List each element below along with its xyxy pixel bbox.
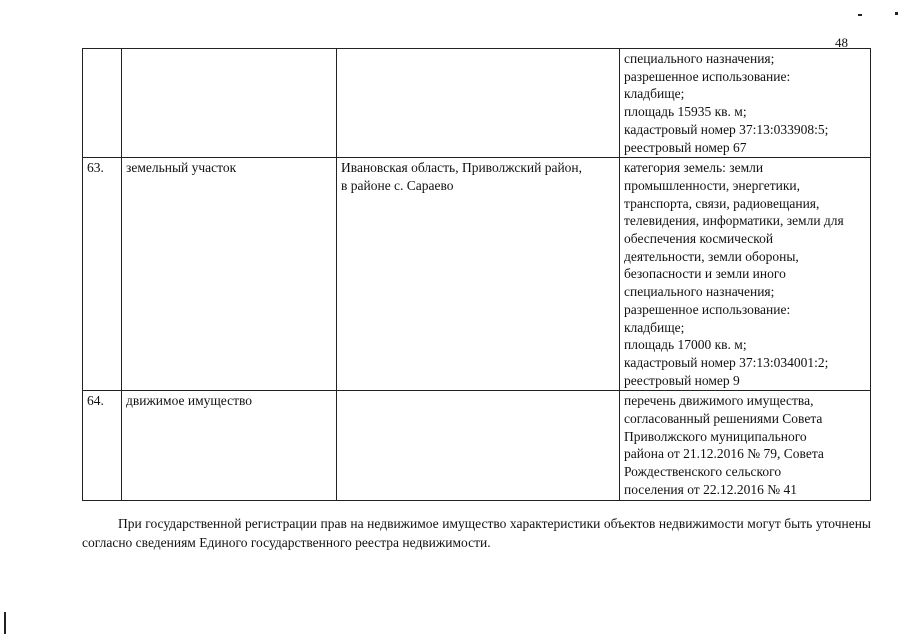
address-cell	[337, 391, 620, 500]
characteristics-line: площадь 17000 кв. м;	[624, 337, 747, 353]
characteristics-line: кадастровый номер 37:13:034001:2;	[624, 354, 829, 370]
characteristics-line: разрешенное использование:	[624, 68, 791, 84]
characteristics-line: деятельности, земли обороны,	[624, 248, 799, 264]
characteristics-line: реестровый номер 67	[624, 139, 747, 155]
row-number-cell: 64.	[83, 391, 122, 500]
address-line: Ивановская область, Приволжский район,	[341, 160, 583, 176]
characteristics-line: согласованный решениями Совета	[624, 411, 823, 427]
address-cell	[337, 49, 620, 158]
characteristics-cell	[620, 158, 871, 391]
scan-speck	[858, 14, 862, 16]
characteristics-line: Рождественского сельского	[624, 464, 782, 480]
property-table	[82, 48, 871, 501]
footnote-paragraph: При государственной регистрации прав на недвижимое имущество характеристики объектов недвижимости могут быть уточнены согласно сведениям Единого государственного реестра недвижимости.	[82, 515, 871, 550]
scan-speck	[895, 12, 898, 15]
characteristics-line: района от 21.12.2016 № 79, Совета	[624, 446, 824, 462]
characteristics-line: специального назначения;	[624, 284, 775, 300]
object-name-cell: движимое имущество	[122, 391, 337, 500]
characteristics-line: кладбище;	[624, 86, 685, 102]
table-row	[83, 391, 871, 500]
characteristics-line: перечень движимого имущества,	[624, 393, 814, 409]
table-row	[83, 49, 871, 158]
address-line: в районе с. Сараево	[341, 177, 454, 193]
page-number: 48	[835, 35, 848, 50]
object-name-cell: земельный участок	[122, 158, 337, 391]
characteristics-cell	[620, 49, 871, 158]
characteristics-line: площадь 15935 кв. м;	[624, 104, 747, 120]
characteristics-line: обеспечения космической	[624, 231, 774, 247]
characteristics-cell	[620, 391, 871, 500]
characteristics-line: поселения от 22.12.2016 № 41	[624, 481, 797, 497]
characteristics-line: безопасности и земли иного	[624, 266, 786, 282]
characteristics-line: транспорта, связи, радиовещания,	[624, 195, 820, 211]
characteristics-line: кадастровый номер 37:13:033908:5;	[624, 121, 829, 137]
characteristics-line: кладбище;	[624, 319, 685, 335]
characteristics-line: реестровый номер 9	[624, 372, 740, 388]
characteristics-line: разрешенное использование:	[624, 301, 791, 317]
characteristics-line: телевидения, информатики, земли для	[624, 213, 844, 229]
characteristics-line: категория земель: земли	[624, 160, 764, 176]
characteristics-line: Приволжского муниципального	[624, 428, 807, 444]
characteristics-line: специального назначения;	[624, 51, 775, 66]
row-number-cell: 63.	[83, 158, 122, 391]
row-number-cell	[83, 49, 122, 158]
characteristics-line: промышленности, энергетики,	[624, 177, 801, 193]
address-cell	[337, 158, 620, 391]
object-name-cell	[122, 49, 337, 158]
scan-speck	[4, 612, 6, 634]
table-row	[83, 158, 871, 391]
